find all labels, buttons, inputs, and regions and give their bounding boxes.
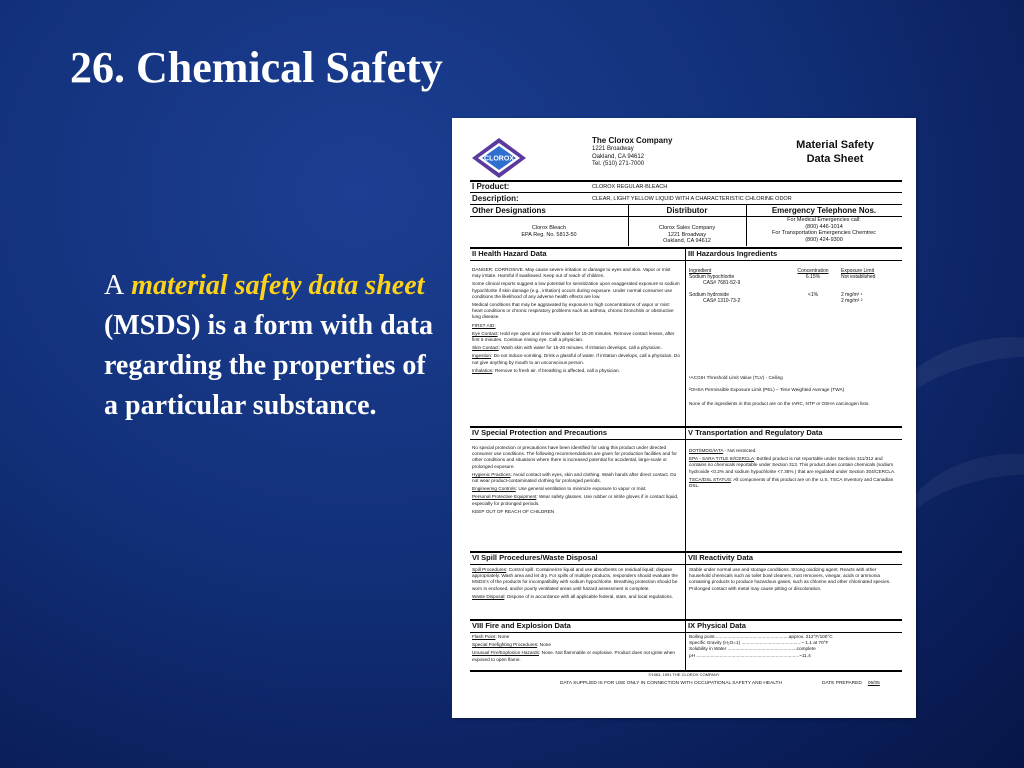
date-prepared-value: 05/05 — [867, 681, 880, 686]
ingredient-cell: 2 mg/m³ ² — [841, 297, 863, 304]
document-title — [770, 138, 900, 166]
footer-copyright: ©1963, 1991 THE CLOROX COMPANY — [648, 672, 720, 677]
emergency-line: (800) 446-1014 — [805, 223, 843, 230]
ingestion-label: Ingestion — [472, 353, 492, 359]
ingredient-cell: CAS# 1310-73-2 — [703, 297, 741, 304]
section-hazardous-ingredients-title: III Hazardous Ingredients — [688, 249, 778, 258]
epa-text: : Bottled product is not reportable under Sections 311/312 and contains no chemicals reportable under Section 313. This product does contain chemicals (sodium hydroxide <0.2% and sodium hypochlorite <7.35% ) that are regulated under Section 304/CERCLA. — [689, 456, 896, 474]
ingredients-header: Concentration — [797, 268, 829, 274]
company-address-line: Oakland, CA 94612 — [592, 153, 645, 160]
first-aid-skin — [472, 345, 680, 351]
rule — [470, 192, 902, 193]
document-title-line: Data Sheet — [806, 153, 864, 165]
spill-text: : Control spill. Containerize liquid and use absorbents on residual liquid; dispose appropriately. Wash area and let dry. For spills of multiple products, responders should evaluate the MSDS's of the products for incompatibility with sodium hypochlorite. Breathing protection should be worn in enclosed, and/or poorly ventilated areas until hazard assessment is complete. — [472, 567, 679, 591]
body-rest: (MSDS) is a form with data regarding the properties of a particular substance. — [104, 310, 433, 421]
ingredient-note: None of the ingredients in this product are on the IARC, NTP or OSHA carcinogen lists. — [689, 401, 870, 407]
section-health-hazard-body — [472, 267, 680, 376]
physical-line: Specific Gravity (H₂O=1) ............................................. ~ 1.1 at 70°F — [689, 640, 829, 646]
designation-line: EPA Reg. No. 5813-50 — [521, 231, 577, 238]
physical-line: Boiling point.........................................................approx. 212°F/100°C — [689, 634, 833, 639]
ingredient-cell: Not established — [841, 274, 876, 281]
ingredient-note: ¹ACGIH Threshold Limit Value (TLV) - Ceiling — [689, 375, 783, 380]
ingredient-note: ²OHSA Permissible Exposure Limit (PEL) – Time Weighted Average (TWA) — [689, 387, 845, 393]
rule — [470, 260, 902, 261]
ppe-text: : Wear safety glasses. Use rubber or nitrile gloves if in contact liquid, especially for prolonged periods. — [472, 494, 679, 506]
hygienic-label: Hygienic Practices — [472, 471, 511, 477]
physical-line: pH ...............................................................................~11.4 — [689, 652, 811, 658]
ingredient-cell: <1% — [807, 291, 819, 298]
ingredients-header: Ingredient — [689, 268, 712, 274]
distributor-line: Clorox Sales Company — [658, 225, 716, 231]
distributor-label: Distributor — [666, 206, 708, 215]
ingredient-cell: Sodium hydroxide — [689, 291, 730, 298]
ppe — [472, 494, 680, 506]
section-fire-title: VIII Fire and Explosion Data — [472, 621, 571, 630]
section-protection-body — [472, 445, 680, 517]
special-text: : None — [537, 642, 551, 648]
section-transportation-title: V Transportation and Regulatory Data — [688, 428, 823, 437]
spill-label: Spill Procedures — [472, 567, 507, 572]
description-value: CLEAR, LIGHT YELLOW LIQUID WITH A CHARACTERISTIC CHLORINE ODOR — [592, 196, 792, 202]
body-highlight-term: material safety data sheet — [131, 270, 425, 301]
dot-label: DOT/IMDG/IATA — [689, 448, 724, 453]
hazard-paragraph: Some clinical reports suggest a low potential for sensitization upon exaggerated exposure to sodium hypochlorite if skin damage (e.g., irritation) occurs during exposure. Under normal consumer use conditions the likelihood of any adverse health effects are low. — [472, 281, 680, 299]
date-prepared-label: DATE PREPARED — [822, 681, 862, 686]
rule — [470, 180, 902, 182]
other-designations-values — [470, 225, 628, 238]
skin-contact-text: : Wash skin with water for 15-20 minutes. If irritation develops, call a physician. — [498, 345, 662, 351]
clorox-logo — [470, 136, 528, 180]
ingredient-cell: 2 mg/m³ ¹ — [841, 291, 863, 298]
section-reactivity-body — [689, 567, 899, 594]
eye-contact-label: Eye Contact — [472, 330, 498, 336]
inhalation-text: : Remove to fresh air. If breathing is affected, call a physician. — [492, 367, 620, 373]
inhalation-label: Inhalation — [472, 367, 493, 373]
special-label: Special Firefighting Procedures — [472, 642, 538, 648]
section-physical-body — [689, 634, 895, 659]
waste-label: Waste Disposal — [472, 593, 505, 599]
ingredient-row — [689, 298, 901, 304]
spill-procedures — [472, 567, 680, 592]
first-aid-inhalation — [472, 368, 680, 374]
first-aid-ingestion — [472, 353, 680, 365]
ingredient-row — [689, 280, 901, 286]
company-name: The Clorox Company — [592, 136, 673, 145]
msds-document — [452, 118, 916, 718]
company-phone: Tel. (510) 271-7000 — [592, 161, 645, 167]
rule — [470, 204, 902, 205]
hazard-paragraph: Medical conditions that may be aggravated by exposure to high concentrations of vapor or mist: heart conditions or chronic respiratory problems such as asthma, chronic bronchitis or obstructive lung disease. — [472, 302, 674, 320]
body-article: A — [104, 270, 125, 301]
designation-line: Clorox Bleach — [531, 225, 567, 231]
ingredients-table — [689, 268, 901, 304]
distributor-line: Oakland, CA 94612 — [663, 238, 711, 245]
section-spill-title: VI Spill Procedures/Waste Disposal — [472, 553, 598, 562]
first-aid-eye — [472, 331, 680, 343]
company-address-line: 1221 Broadway — [592, 146, 634, 152]
distributor-values — [628, 225, 746, 245]
ppe-label: Personal Protective Equipment — [472, 494, 537, 500]
engineering-text: : Use general ventilation to minimize exposure to vapor or mist. — [515, 486, 647, 492]
ingredient-cell: Sodium hypochlorite — [689, 274, 735, 281]
ingredients-header: Exposure Limit — [841, 268, 875, 274]
hygienic-practices — [472, 472, 680, 484]
other-designations-label: Other Designations — [472, 206, 546, 215]
unusual-text: : None. Not flammable or explosive. Product does not ignite when exposed to open flame. — [472, 650, 675, 662]
flash-point — [472, 634, 680, 640]
section-physical-title: IX Physical Data — [688, 621, 746, 630]
distributor-line: 1221 Broadway — [667, 231, 707, 238]
protection-paragraph: No special protection or precautions have been identified for using this product under directed consumer use conditions. The following recommendations are given for production facilities and for other conditions and situations where there is increased potential for accidental, large-scale or prolonged exposure. — [472, 445, 677, 469]
svg-text:CLOROX: CLOROX — [484, 155, 514, 163]
keep-out-notice: KEEP OUT OF REACH OF CHILDREN — [472, 508, 555, 514]
flash-label: Flash Point — [472, 634, 496, 639]
waste-disposal — [472, 594, 680, 600]
emergency-values — [746, 217, 902, 243]
section-fire-body — [472, 634, 680, 665]
unusual-hazards — [472, 650, 680, 662]
section-health-hazard-title: II Health Hazard Data — [472, 249, 547, 258]
section-protection-title: IV Special Protection and Precautions — [472, 428, 608, 437]
physical-line: Solubility in Water .....................................................complete — [689, 646, 816, 652]
rule — [470, 632, 902, 633]
skin-contact-label: Skin Contact — [472, 345, 499, 351]
slide-title: 26. Chemical Safety — [70, 43, 443, 92]
slide-body-text — [104, 266, 434, 426]
special-firefighting — [472, 642, 680, 648]
tsca-label: TSCA/DSL STATUS — [689, 476, 731, 482]
emergency-line: For Medical Emergencies call: — [787, 217, 861, 223]
flash-text: : None — [495, 634, 510, 639]
product-value: CLOROX REGULAR-BLEACH — [592, 184, 668, 190]
tsca-text: : All components of this product are on the U.S. TSCA Inventory and Canadian DSL. — [689, 476, 894, 489]
document-title-line: Material Safety — [796, 139, 874, 151]
epa-label: EPA - SARA TITLE III/CERCLA — [689, 456, 754, 462]
footer-date — [822, 681, 880, 686]
ingredients-notes — [689, 375, 899, 410]
engineering-label: Engineering Controls — [472, 486, 516, 492]
hygienic-text: : Avoid contact with eyes, skin and clothing. Wash hands after direct contact. Do not wear product-contaminated clothing for prolonged periods. — [472, 471, 677, 484]
dot-line — [689, 448, 899, 454]
epa-line — [689, 456, 899, 475]
column-divider — [685, 247, 686, 671]
ingredient-cell: 6.15% — [805, 274, 821, 281]
rule — [470, 564, 902, 565]
eye-contact-text: : Hold eye open and rinse with water for 15-20 minutes. Remove contact lenses, after first 5 minutes. Continue rinsing eye. Call a physician. — [472, 330, 675, 343]
section-transportation-body — [689, 448, 899, 491]
emergency-line: For Transportation Emergencies Chemtrec — [772, 230, 876, 237]
reactivity-text: Stable under normal use and storage conditions. Strong oxidizing agent. Reacts with other household chemicals such as toilet bowl cleaners, rust removers, vinegar, acids or ammonia containing products to produce hazardous gases, such as chlorine and other chlorinated species. Prolonged contact with metal may cause pitting or discoloration. — [689, 567, 891, 591]
emergency-label: Emergency Telephone Nos. — [771, 206, 877, 215]
product-label: I Product: — [472, 182, 510, 191]
emergency-line: (800) 424-9300 — [805, 236, 843, 243]
hazard-paragraph: DANGER: CORROSIVE. May cause severe irritation or damage to eyes and skin. Vapor or mist may irritate. Harmful if swallowed. Keep out of reach of children. — [472, 267, 671, 279]
first-aid-heading: FIRST AID: — [472, 322, 496, 328]
dot-text: - Not restricted. — [723, 448, 757, 453]
ingestion-text: : Do not induce vomiting. Drink a glassful of water. If irritation develops, call a physician. Do not give anything by mouth to an unconscious person. — [472, 353, 680, 365]
section-spill-body — [472, 567, 680, 602]
section-reactivity-title: VII Reactivity Data — [688, 553, 754, 562]
waste-text: : Dispose of in accordance with all applicable federal, state, and local regulations. — [504, 593, 673, 599]
ingredient-cell: CAS# 7681-52-9 — [703, 280, 741, 287]
rule — [470, 439, 902, 440]
unusual-label: Unusual Fire/Explosion Hazards — [472, 650, 539, 656]
engineering-controls — [472, 486, 680, 492]
footer-note: DATA SUPPLIED IS FOR USE ONLY IN CONNECTION WITH OCCUPATIONAL SAFETY AND HEALTH — [560, 681, 782, 686]
tsca-line — [689, 477, 899, 489]
company-info — [592, 136, 672, 169]
description-label: Description: — [472, 194, 519, 203]
